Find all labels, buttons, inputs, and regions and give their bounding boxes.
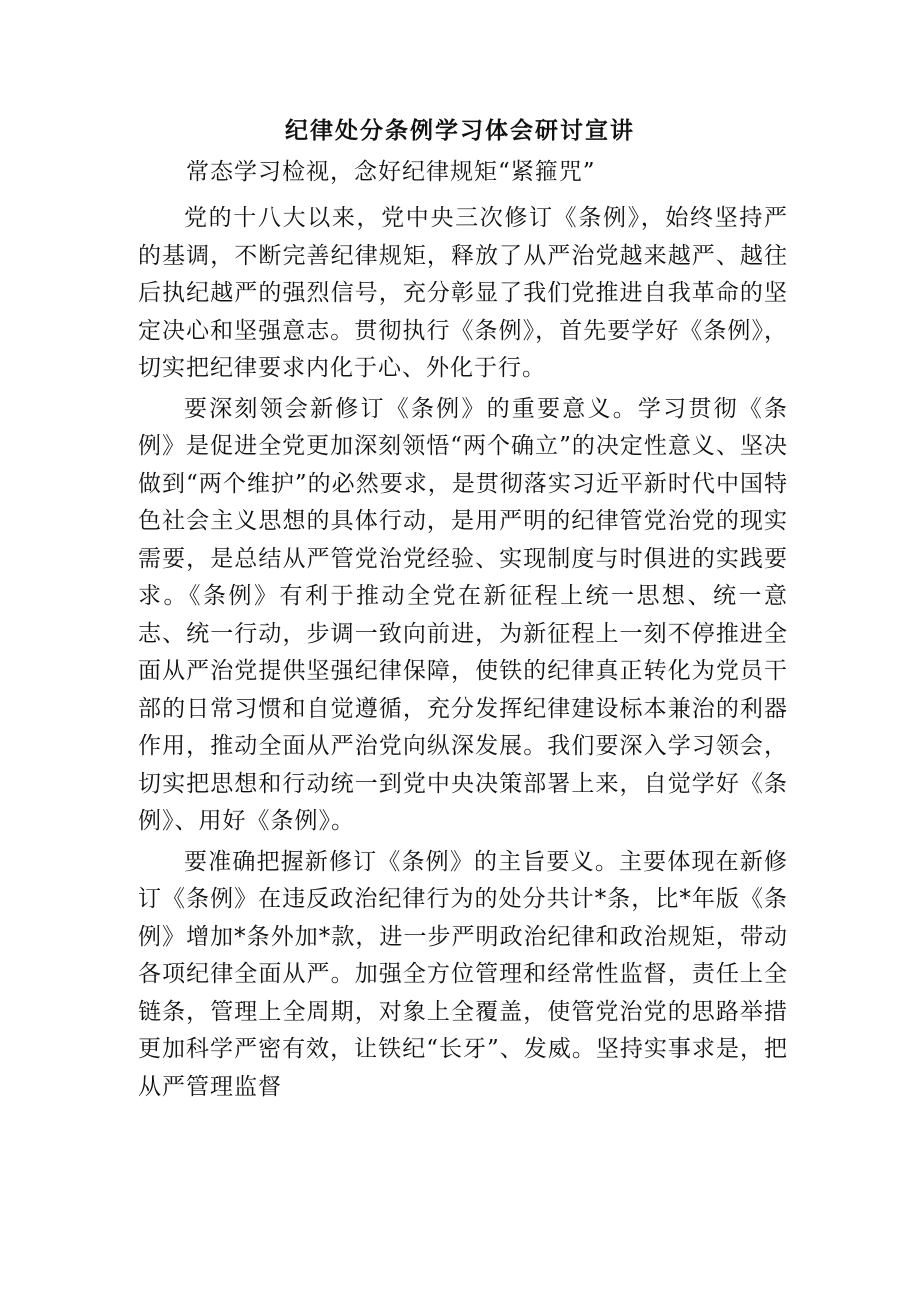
document-title: 纪律处分条例学习体会研讨宣讲 — [285, 117, 635, 144]
document-subtitle: 常态学习检视，念好纪律规矩“紧箍咒” — [186, 159, 596, 185]
document-body — [138, 200, 788, 1106]
paragraph: 要深刻领会新修订《条例》的重要意义。学习贯彻《条例》是促进全党更加深刻领悟“两个确立”的决定性意义、坚决做到“两个维护”的必然要求，是贯彻落实习近平新时代中国特色社会主义思想的具体行动，是用严明的纪律管党治党的现实需要，是总结从严管党治党经验、实现制度与时俱进的实践要求。《条例》有利于推动全党在新征程上统一思想、统一意志、统一行动，步调一致向前进，为新征程上一刻不停推进全面从严治党提供坚强纪律保障，使铁的纪律真正转化为党员干部的日常习惯和自觉遵循，充分发挥纪律建设标本兼治的利器作用，推动全面从严治党向纵深发展。我们要深入学习领会，切实把思想和行动统一到党中央决策部署上来，自觉学好《条例》、用好《条例》。 — [138, 395, 788, 834]
paragraph: 党的十八大以来，党中央三次修订《条例》，始终坚持严的基调，不断完善纪律规矩，释放了从严治党越来越严、越往后执纪越严的强烈信号，充分彰显了我们党推进自我革命的坚定决心和坚强意志。贯彻执行《条例》，首先要学好《条例》，切实把纪律要求内化于心、外化于行。 — [138, 205, 788, 381]
paragraph: 要准确把握新修订《条例》的主旨要义。主要体现在新修订《条例》在违反政治纪律行为的处分共计*条，比*年版《条例》增加*条外加*款，进一步严明政治纪律和政治规矩，带动各项纪律全面从严。加强全方位管理和经常性监督，责任上全链条，管理上全周期，对象上全覆盖，使管党治党的思路举措更加科学严密有效，让铁纪“长牙”、发威。坚持实事求是，把从严管理监督 — [138, 848, 788, 1100]
